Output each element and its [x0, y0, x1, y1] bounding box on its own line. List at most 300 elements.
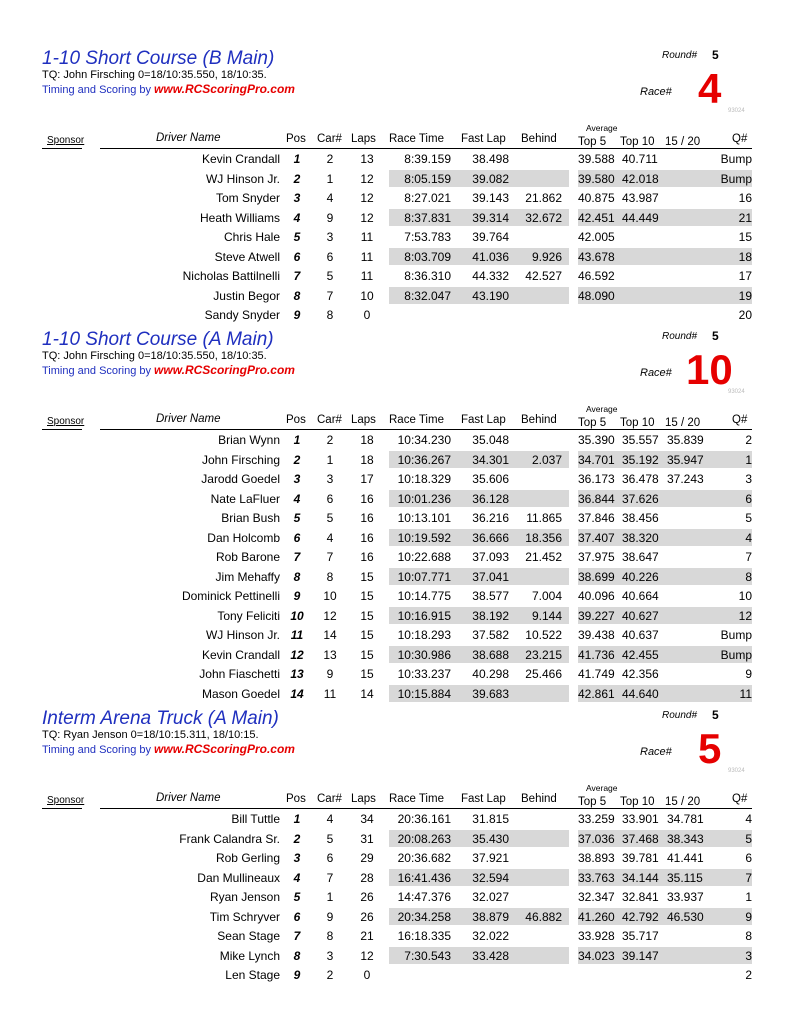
qualifying-position: 9: [745, 667, 752, 681]
driver-name: Rob Barone: [215, 550, 280, 564]
fast-lap: 38.498: [472, 152, 509, 166]
race-time: 10:34.230: [397, 433, 451, 447]
table-row: [0, 868, 791, 888]
qualifying-position: 5: [745, 511, 752, 525]
position: 9: [293, 589, 301, 603]
top10-average: 42.455: [622, 647, 659, 662]
avg-15-20: 33.937: [667, 890, 704, 904]
top10-average: 32.841: [622, 890, 659, 904]
scoring-site-link[interactable]: www.RCScoringPro.com: [154, 363, 295, 377]
top5-average: 42.451: [578, 210, 615, 225]
top10-average: 39.147: [622, 948, 659, 963]
position: 8: [293, 569, 301, 584]
round-label: Round#: [662, 710, 698, 721]
behind: 11.865: [526, 511, 562, 525]
top5-average: 39.227: [578, 608, 615, 623]
car-number: 4: [326, 191, 334, 205]
fast-lap: 37.582: [472, 628, 509, 642]
top5-average: 43.678: [578, 249, 615, 264]
driver-name: Nate LaFluer: [210, 491, 280, 506]
position: 13: [290, 667, 304, 681]
position: 4: [293, 210, 301, 225]
top5-average: 40.875: [578, 191, 615, 205]
car-number: 6: [326, 491, 334, 506]
header-laps: Laps: [351, 414, 376, 426]
table-row: [0, 664, 791, 684]
table-row: [0, 965, 791, 985]
car-number: 5: [326, 511, 334, 525]
fast-lap: 32.022: [472, 929, 509, 943]
laps: 34: [360, 812, 374, 826]
position: 5: [293, 511, 301, 525]
header-pos: Pos: [286, 133, 306, 145]
top10-average: 38.647: [622, 550, 659, 564]
car-number: 8: [326, 929, 334, 943]
car-number: 1: [326, 890, 334, 904]
driver-name: Dominick Pettinelli: [181, 589, 280, 603]
driver-name: Heath Williams: [199, 210, 280, 225]
table-row: [0, 848, 791, 868]
table-row: [0, 208, 791, 228]
top10-average: 42.792: [622, 909, 659, 924]
position: 2: [293, 171, 301, 186]
table-row: [0, 946, 791, 966]
header-average: Average: [586, 783, 618, 793]
table-row: [0, 907, 791, 927]
laps: 12: [360, 191, 374, 205]
top5-average: 41.736: [578, 647, 615, 662]
position: 12: [290, 647, 304, 662]
table-row: [0, 586, 791, 606]
car-number: 10: [323, 589, 337, 603]
position: 3: [293, 851, 301, 865]
driver-name: WJ Hinson Jr.: [205, 171, 280, 186]
tq-line: TQ: John Firsching 0=18/10:35.550, 18/10:35.: [42, 69, 267, 81]
table-row: [0, 606, 791, 626]
car-number: 9: [326, 210, 334, 225]
behind: 18.356: [525, 530, 562, 545]
car-number: 1: [326, 452, 334, 467]
avg-15-20: 34.781: [667, 812, 704, 826]
table-row: [0, 450, 791, 470]
laps: 29: [360, 851, 374, 865]
behind: 23.215: [525, 647, 562, 662]
fast-lap: 38.577: [472, 589, 509, 603]
car-number: 7: [326, 870, 334, 885]
table-row: [0, 809, 791, 829]
position: 3: [293, 472, 301, 486]
fast-lap: 44.332: [472, 269, 509, 283]
fast-lap: 31.815: [472, 812, 509, 826]
qualifying-position: 2: [745, 968, 752, 982]
fast-lap: 39.314: [472, 210, 509, 225]
fast-lap: 38.192: [472, 608, 509, 623]
header-car: Car#: [317, 414, 342, 426]
results-table: [0, 809, 791, 985]
race-time: 7:53.783: [404, 230, 451, 244]
car-number: 8: [326, 569, 334, 584]
race-time: 16:41.436: [397, 870, 451, 885]
table-row: [0, 188, 791, 208]
top10-average: 33.901: [622, 812, 659, 826]
round-label: Round#: [662, 50, 698, 61]
fast-lap: 37.041: [472, 569, 509, 584]
race-time: 14:47.376: [397, 890, 451, 904]
top10-average: 37.626: [622, 491, 659, 506]
race-time: 8:36.310: [404, 269, 451, 283]
qualifying-position: 12: [738, 608, 752, 623]
top5-average: 37.846: [578, 511, 615, 525]
driver-name: Jim Mehaffy: [215, 569, 280, 584]
car-number: 12: [323, 608, 337, 623]
laps: 16: [360, 550, 374, 564]
race-time: 8:39.159: [404, 152, 451, 166]
race-title: 1-10 Short Course (B Main): [42, 48, 275, 69]
position: 3: [293, 191, 301, 205]
top5-average: 39.438: [578, 628, 615, 642]
top5-average: 42.005: [578, 230, 615, 244]
top10-average: 38.456: [622, 511, 659, 525]
race-time: 8:03.709: [404, 249, 451, 264]
car-number: 3: [326, 230, 334, 244]
top5-average: 36.844: [578, 491, 615, 506]
race-time: 10:19.592: [397, 530, 451, 545]
behind: 10.522: [525, 628, 562, 642]
header-driver: Driver Name: [156, 792, 221, 804]
car-number: 3: [326, 948, 334, 963]
fast-lap: 43.190: [472, 288, 509, 303]
driver-name: Nicholas Battilnelli: [182, 269, 280, 283]
laps: 16: [360, 530, 374, 545]
top5-average: 46.592: [578, 269, 615, 283]
stamp-code: 93024: [728, 768, 745, 774]
race-title: 1-10 Short Course (A Main): [42, 329, 274, 350]
top5-average: 38.699: [578, 569, 615, 584]
driver-name: Kevin Crandall: [201, 152, 280, 166]
race-time: 16:18.335: [397, 929, 451, 943]
behind: 7.004: [531, 589, 562, 603]
race-time: 10:18.293: [397, 628, 451, 642]
fast-lap: 39.683: [472, 686, 509, 701]
race-label: Race#: [640, 367, 672, 379]
race-title: Interm Arena Truck (A Main): [42, 708, 279, 729]
header-car: Car#: [317, 793, 342, 805]
driver-name: Justin Begor: [213, 288, 280, 303]
top10-average: 35.717: [622, 929, 659, 943]
scoring-site-link[interactable]: www.RCScoringPro.com: [154, 82, 295, 96]
race-time: 10:16.915: [397, 608, 451, 623]
header-q: Q#: [732, 414, 748, 426]
header-race-time: Race Time: [389, 414, 444, 426]
timing-prefix: Timing and Scoring by: [42, 365, 152, 377]
top5-average: 32.347: [578, 890, 615, 904]
header-laps: Laps: [351, 793, 376, 805]
header-top5: Top 5: [578, 796, 607, 808]
qualifying-position: Bump: [720, 171, 752, 186]
position: 5: [293, 230, 301, 244]
qualifying-position: 1: [745, 890, 752, 904]
race-time: 10:30.986: [397, 647, 451, 662]
qualifying-position: 2: [745, 433, 752, 447]
stamp-code: 93024: [728, 108, 745, 114]
top5-average: 37.036: [578, 831, 615, 846]
qualifying-position: 17: [738, 269, 752, 283]
avg-15-20: 37.243: [667, 472, 704, 486]
race-time: 20:34.258: [397, 909, 451, 924]
qualifying-position: 1: [745, 452, 752, 467]
race-time: 10:07.771: [397, 569, 451, 584]
results-table: [0, 149, 791, 325]
position: 14: [290, 686, 304, 701]
race-time: 8:37.831: [404, 210, 451, 225]
top10-average: 42.018: [622, 171, 659, 186]
laps: 17: [360, 472, 374, 486]
position: 9: [293, 308, 301, 322]
qualifying-position: 4: [745, 530, 752, 545]
car-number: 5: [326, 831, 334, 846]
top10-average: 40.627: [622, 608, 659, 623]
race-time: 8:05.159: [404, 171, 451, 186]
column-headers: [0, 123, 791, 149]
top5-average: 33.928: [578, 929, 615, 943]
top10-average: 36.478: [622, 472, 659, 486]
driver-name: Dan Mullineaux: [197, 870, 280, 885]
driver-name: Tim Schryver: [209, 909, 280, 924]
qualifying-position: Bump: [720, 647, 752, 662]
position: 9: [293, 968, 301, 982]
header-15-20: 15 / 20: [665, 796, 701, 808]
race-time: 20:36.161: [397, 812, 451, 826]
laps: 31: [360, 831, 374, 846]
timing-credit: [42, 82, 295, 96]
driver-name: Sandy Snyder: [204, 308, 280, 322]
race-time: 10:15.884: [397, 686, 451, 701]
laps: 14: [360, 686, 374, 701]
round-value: 5: [712, 329, 719, 343]
qualifying-position: 8: [745, 569, 752, 584]
header-laps: Laps: [351, 133, 376, 145]
header-race-time: Race Time: [389, 133, 444, 145]
header-top10: Top 10: [620, 136, 655, 148]
driver-name: Len Stage: [225, 968, 280, 982]
top10-average: 40.664: [622, 589, 659, 603]
laps: 15: [360, 667, 374, 681]
fast-lap: 39.082: [472, 171, 509, 186]
behind: 42.527: [525, 269, 562, 283]
race-time: 10:33.237: [397, 667, 451, 681]
header-q: Q#: [732, 133, 748, 145]
laps: 11: [360, 269, 374, 283]
fast-lap: 40.298: [472, 667, 509, 681]
fast-lap: 38.879: [472, 909, 509, 924]
avg-15-20: 35.115: [667, 870, 703, 885]
position: 6: [293, 530, 301, 545]
qualifying-position: 7: [745, 550, 752, 564]
qualifying-position: 10: [738, 589, 752, 603]
avg-15-20: 46.530: [667, 909, 704, 924]
driver-name: Brian Wynn: [218, 433, 280, 447]
top5-average: 39.588: [578, 152, 615, 166]
round-value: 5: [712, 48, 719, 62]
top5-average: 34.023: [578, 948, 615, 963]
top5-average: 37.407: [578, 530, 615, 545]
header-top5: Top 5: [578, 417, 607, 429]
fast-lap: 37.921: [472, 851, 509, 865]
car-number: 3: [326, 472, 334, 486]
table-row: [0, 926, 791, 946]
car-number: 11: [323, 686, 337, 701]
driver-name: Ryan Jenson: [209, 890, 280, 904]
behind: 9.926: [531, 249, 562, 264]
position: 10: [290, 608, 304, 623]
table-row: [0, 169, 791, 189]
behind: 32.672: [525, 210, 562, 225]
table-row: [0, 829, 791, 849]
header-car: Car#: [317, 133, 342, 145]
tq-line: TQ: Ryan Jenson 0=18/10:15.311, 18/10:15.: [42, 729, 259, 741]
car-number: 7: [326, 550, 334, 564]
top10-average: 42.356: [622, 667, 659, 681]
laps: 28: [360, 870, 374, 885]
fast-lap: 35.606: [472, 472, 509, 486]
driver-name: Chris Hale: [223, 230, 280, 244]
fast-lap: 35.430: [472, 831, 509, 846]
column-headers: [0, 783, 791, 809]
top10-average: 40.637: [622, 628, 659, 642]
position: 2: [293, 831, 301, 846]
driver-name: WJ Hinson Jr.: [205, 628, 280, 642]
qualifying-position: 11: [739, 686, 752, 701]
laps: 21: [360, 929, 374, 943]
header-fast-lap: Fast Lap: [461, 793, 506, 805]
behind: 46.882: [525, 909, 562, 924]
table-row: [0, 266, 791, 286]
timing-prefix: Timing and Scoring by: [42, 84, 152, 96]
race-number: 5: [698, 725, 722, 772]
driver-name: Frank Calandra Sr.: [179, 831, 280, 846]
top10-average: 34.144: [622, 870, 659, 885]
top5-average: 40.096: [578, 589, 615, 603]
top5-average: 41.260: [578, 909, 615, 924]
qualifying-position: 19: [738, 288, 752, 303]
qualifying-position: 16: [738, 191, 752, 205]
position: 7: [293, 269, 301, 283]
laps: 16: [360, 511, 374, 525]
fast-lap: 35.048: [472, 433, 509, 447]
driver-name: Tony Feliciti: [217, 608, 280, 623]
race-number: 4: [698, 65, 722, 112]
fast-lap: 33.428: [472, 948, 509, 963]
top5-average: 33.259: [578, 812, 615, 826]
top5-average: 37.975: [578, 550, 615, 564]
table-row: [0, 149, 791, 169]
race-number: 10: [686, 346, 733, 393]
qualifying-position: 6: [745, 851, 752, 865]
top10-average: 44.449: [622, 210, 659, 225]
driver-name: Mason Goedel: [201, 686, 280, 701]
avg-15-20: 35.839: [667, 433, 704, 447]
laps: 10: [360, 288, 374, 303]
laps: 26: [360, 909, 374, 924]
driver-name: Steve Atwell: [214, 249, 280, 264]
top5-average: 42.861: [578, 686, 615, 701]
qualifying-position: 5: [745, 831, 752, 846]
top5-average: 41.749: [578, 667, 615, 681]
car-number: 5: [326, 269, 334, 283]
driver-name: Tom Snyder: [215, 191, 280, 205]
driver-name: John Firsching: [201, 452, 280, 467]
race-time: 20:36.682: [397, 851, 451, 865]
car-number: 6: [326, 249, 334, 264]
header-top5: Top 5: [578, 136, 607, 148]
laps: 15: [360, 608, 374, 623]
top10-average: 39.781: [622, 851, 659, 865]
qualifying-position: 18: [738, 249, 752, 264]
top5-average: 36.173: [578, 472, 615, 486]
fast-lap: 37.093: [472, 550, 509, 564]
qualifying-position: 7: [745, 870, 752, 885]
car-number: 9: [326, 667, 334, 681]
header-fast-lap: Fast Lap: [461, 133, 506, 145]
qualifying-position: 3: [745, 472, 752, 486]
top10-average: 38.320: [622, 530, 659, 545]
race-time: 10:13.101: [397, 511, 451, 525]
header-q: Q#: [732, 793, 748, 805]
timing-credit: [42, 363, 295, 377]
position: 2: [293, 452, 301, 467]
round-value: 5: [712, 708, 719, 722]
header-driver: Driver Name: [156, 413, 221, 425]
race-time: 10:22.688: [397, 550, 451, 564]
position: 4: [293, 491, 301, 506]
position: 5: [293, 890, 301, 904]
laps: 18: [360, 433, 374, 447]
table-row: [0, 645, 791, 665]
top10-average: 37.468: [622, 831, 659, 846]
driver-name: Mike Lynch: [219, 948, 280, 963]
header-fast-lap: Fast Lap: [461, 414, 506, 426]
position: 7: [293, 550, 301, 564]
fast-lap: 32.594: [472, 870, 509, 885]
column-headers: [0, 404, 791, 430]
qualifying-position: 20: [738, 308, 752, 322]
behind: 25.466: [525, 667, 562, 681]
table-row: [0, 508, 791, 528]
qualifying-position: 6: [745, 491, 752, 506]
fast-lap: 39.764: [472, 230, 509, 244]
top10-average: 35.192: [622, 452, 659, 467]
driver-name: John Fiaschetti: [199, 667, 280, 681]
header-behind: Behind: [521, 793, 557, 805]
fast-lap: 36.216: [472, 511, 509, 525]
tq-line: TQ: John Firsching 0=18/10:35.550, 18/10:35.: [42, 350, 267, 362]
header-sponsor: Sponsor: [47, 135, 85, 146]
header-behind: Behind: [521, 414, 557, 426]
position: 11: [290, 628, 304, 642]
header-pos: Pos: [286, 414, 306, 426]
behind: 21.862: [525, 191, 562, 205]
header-average: Average: [586, 123, 618, 133]
car-number: 4: [326, 530, 334, 545]
table-row: [0, 887, 791, 907]
driver-name: Kevin Crandall: [201, 647, 280, 662]
scoring-site-link[interactable]: www.RCScoringPro.com: [154, 742, 295, 756]
laps: 18: [360, 452, 374, 467]
table-row: [0, 528, 791, 548]
header-driver: Driver Name: [156, 132, 221, 144]
qualifying-position: Bump: [720, 628, 752, 642]
laps: 15: [360, 647, 374, 662]
